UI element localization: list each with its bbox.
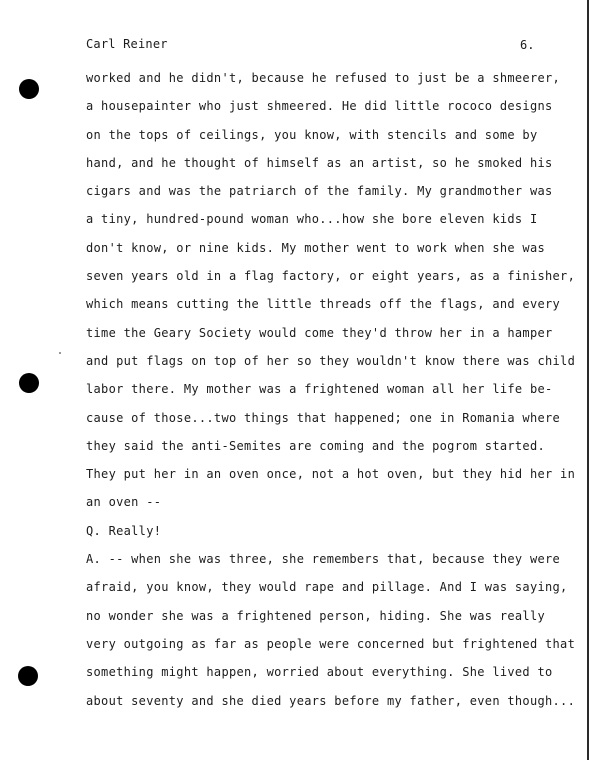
transcript-line: They put her in an oven once, not a hot oven, but they hid her in (86, 467, 576, 482)
transcript-line: a tiny, hundred-pound woman who...how she bore eleven kids I (86, 212, 538, 227)
transcript-line: no wonder she was a frightened person, hiding. She was really (86, 608, 546, 623)
paper-speck (59, 352, 61, 354)
answer-line: A. -- when she was three, she remembers that, because they were (86, 552, 561, 567)
transcript-line: labor there. My mother was a frightened woman all her life be- (86, 382, 553, 397)
punch-hole (19, 79, 39, 99)
transcript-line: which means cutting the little threads off the flags, and every (86, 297, 561, 312)
punch-hole (18, 666, 38, 686)
transcript-line: cause of those...two things that happened; one in Romania where (86, 410, 561, 425)
transcript-line: on the tops of ceilings, you know, with stencils and some by (86, 127, 538, 142)
transcript-line: hand, and he thought of himself as an artist, so he smoked his (86, 155, 553, 170)
transcript-body (86, 64, 576, 715)
question-line: Q. Really! (86, 523, 162, 538)
punch-hole (19, 373, 39, 393)
transcript-line: time the Geary Society would come they'd throw her in a hamper (86, 325, 553, 340)
transcript-line: and put flags on top of her so they wouldn't know there was child (86, 353, 576, 368)
transcript-line: an oven -- (86, 495, 162, 510)
transcript-line: cigars and was the patriarch of the family. My grandmother was (86, 184, 553, 199)
header-interviewee-name: Carl Reiner (86, 37, 168, 51)
transcript-line: something might happen, worried about everything. She lived to (86, 665, 553, 680)
transcript-line: afraid, you know, they would rape and pillage. And I was saying, (86, 580, 568, 595)
transcript-line: they said the anti-Semites are coming and the pogrom started. (86, 438, 546, 453)
transcript-line: about seventy and she died years before my father, even though... (86, 693, 576, 708)
transcript-line: worked and he didn't, because he refused to just be a shmeerer, (86, 71, 561, 85)
transcript-line: very outgoing as far as people were concerned but frightened that (86, 636, 576, 651)
transcript-line: a housepainter who just shmeered. He did little rococo designs (86, 99, 553, 114)
transcript-line: seven years old in a flag factory, or eight years, as a finisher, (86, 269, 576, 284)
transcript-line: don't know, or nine kids. My mother went to work when she was (86, 240, 546, 255)
page-number: 6. (520, 38, 535, 52)
